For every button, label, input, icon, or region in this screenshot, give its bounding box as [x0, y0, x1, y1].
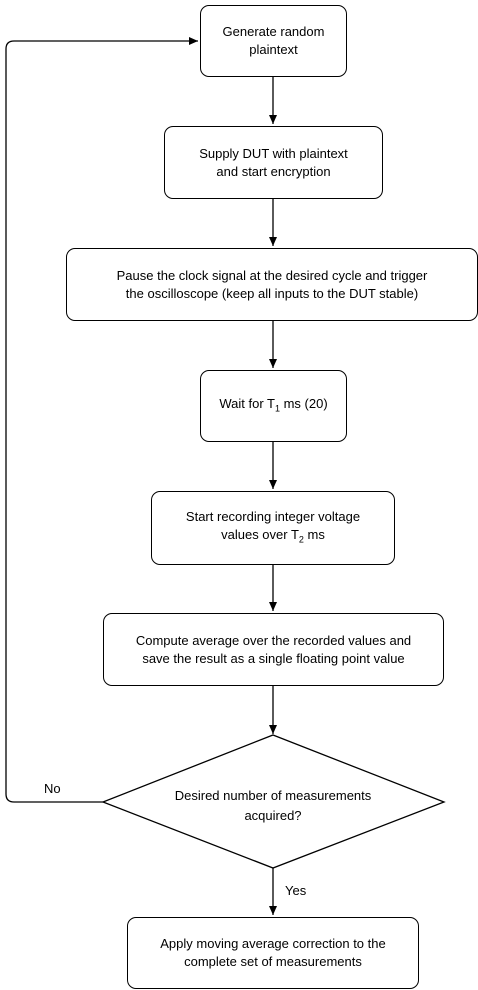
- step-6-line1: Compute average over the recorded values and: [135, 632, 412, 648]
- step-5-pre: values over T: [221, 526, 299, 542]
- step-compute-average: [103, 613, 444, 686]
- step-generate-plaintext: [200, 5, 347, 77]
- step-5-line2: [186, 526, 360, 549]
- step-1-line2: plaintext: [249, 42, 298, 57]
- step-4-sub: 1: [274, 403, 280, 414]
- step-2-line2: and start encryption: [216, 163, 331, 179]
- step-supply-dut: [164, 126, 383, 199]
- step-4-pre: Wait for T: [219, 395, 275, 411]
- step-start-recording: [151, 491, 395, 565]
- step-5-post: ms: [303, 526, 325, 542]
- step-4-post: ms (20): [279, 395, 328, 411]
- step-3-line1: Pause the clock signal at the desired cycle and trigger: [116, 267, 428, 283]
- step-pause-clock: [66, 248, 478, 321]
- step-6-line2: save the result as a single floating point value: [142, 650, 405, 666]
- final-line1: Apply moving average correction to the: [160, 936, 386, 951]
- step-3-line2: the oscilloscope (keep all inputs to the DUT stable): [125, 285, 419, 301]
- final-line2: complete set of measurements: [184, 954, 362, 969]
- step-2-line1: Supply DUT with plaintext: [199, 145, 348, 161]
- step-5-sub: 2: [298, 534, 304, 545]
- step-5-line1: Start recording integer voltage: [185, 508, 361, 524]
- label-no: No: [44, 781, 61, 796]
- label-yes: Yes: [285, 883, 307, 898]
- step-wait: [200, 370, 347, 442]
- decision-line2: acquired?: [244, 808, 302, 823]
- step-1-line1: Generate random: [222, 24, 325, 39]
- decision-line1: Desired number of measurements: [174, 788, 372, 803]
- decision-text: [143, 786, 403, 826]
- step-apply-correction: [127, 917, 419, 989]
